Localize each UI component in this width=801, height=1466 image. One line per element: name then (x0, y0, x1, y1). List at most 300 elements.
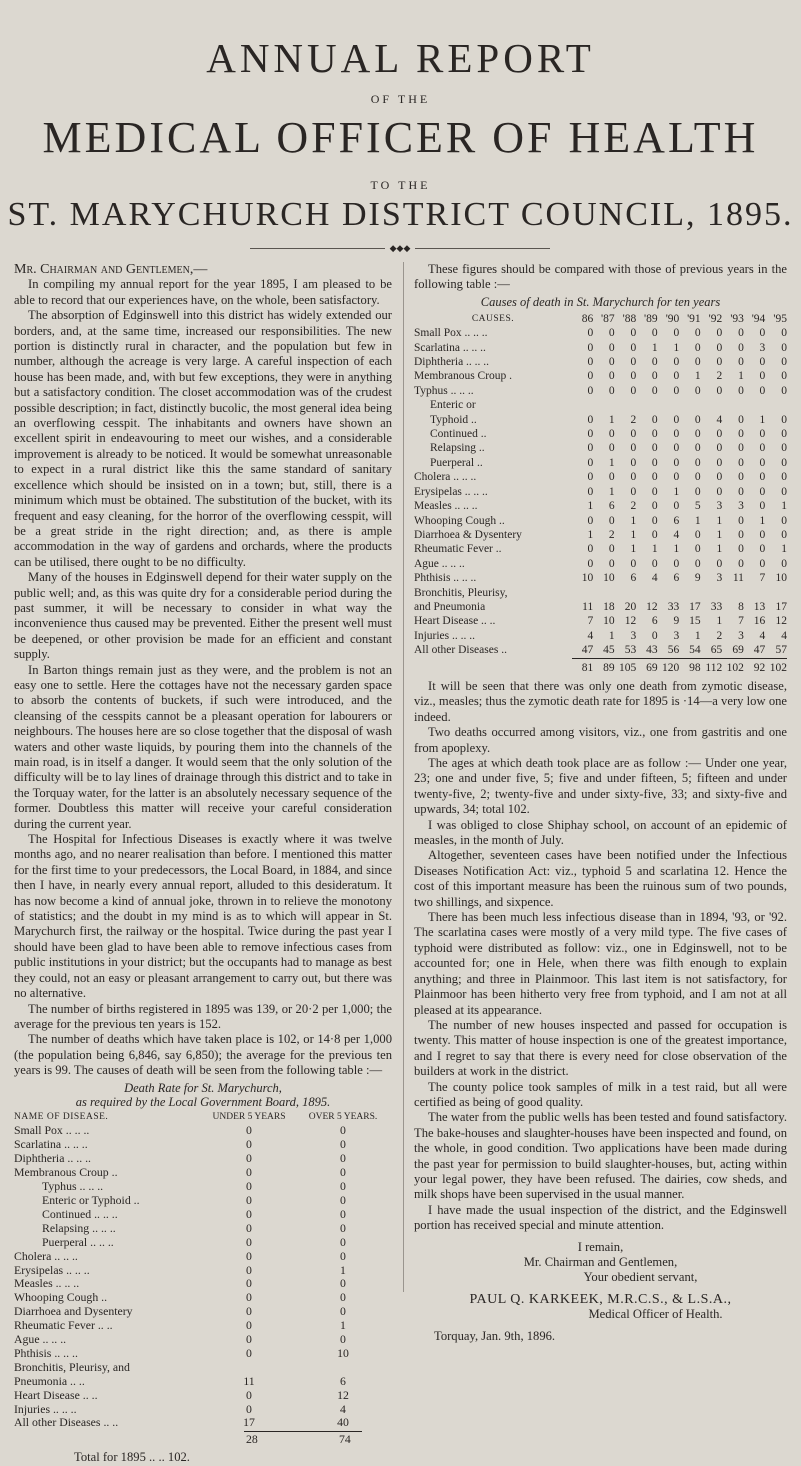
year-value: 11 (732, 572, 744, 585)
year-value: 0 (587, 471, 594, 484)
totals-spacer (414, 658, 572, 675)
year-value: 0 (587, 543, 594, 556)
disease-name: All other Diseases .. .. (14, 1415, 119, 1430)
table-row (14, 1208, 392, 1222)
year-value: 0 (651, 384, 658, 397)
year-value: 4 (759, 629, 766, 642)
year-value (679, 398, 700, 412)
year-total: 112 (701, 658, 723, 675)
disease-name: Bronchitis, Pleurisy, and (14, 1359, 130, 1374)
year-value: 2 (630, 413, 637, 426)
table-row (14, 1264, 392, 1278)
year-value: 0 (587, 557, 594, 570)
year-value: 0 (759, 428, 766, 441)
year-value (593, 586, 614, 600)
year-value: 0 (694, 384, 701, 397)
year-value: 2 (716, 629, 723, 642)
table-row (414, 514, 787, 528)
year-value: 0 (759, 370, 766, 383)
year-value: 0 (716, 557, 723, 570)
year-value: 69 (732, 644, 744, 657)
paragraph: These figures should be compared with those of previous years in the following table :— (414, 262, 787, 292)
year-value: 0 (781, 370, 787, 383)
year: '90 (665, 312, 680, 325)
year-value: 7 (738, 615, 744, 628)
year-value: 18 (603, 600, 615, 613)
year-value: 0 (608, 428, 615, 441)
year-value (593, 398, 614, 412)
year: '88 (622, 312, 637, 325)
year-value: 0 (738, 428, 744, 441)
year: '93 (730, 312, 744, 325)
year-value: 1 (651, 341, 658, 354)
year-value: 0 (716, 327, 723, 340)
paragraph: In Barton things remain just as they were, and the problem is not an easy one to settle. Here the cottages have not the necessary garden space to absorb the contents of buckets, if such were introduced, and the cleansing of the cesspits cannot be a pleasant operation for labourers or neighbours. The houses here are so close together that the disposal of wash waters and other waste liquids, by pouring them into the channels of the main road, is in itself a danger. It would seem that the only solution of the difficulty will be to lay lines of drainage through this district and to take in the Torquay water, for the latter is an absolutely necessary sequence of the former. Doubtless this matter will receive your careful consideration during the current year. (14, 662, 392, 831)
paragraph: There has been much less infectious disease than in 1894, '93, or '92. The scarlatina cases were mostly of a very mild type. The five cases of typhoid were distributed as follow: viz., one in Edginswell, not to be accounted for; one in Hele, when there was filth enough to explain anything; and three in Plainmoor. This last item is not satisfactory, for Plainmoor has been hitherto very free from typhoid, and I am not at all pleased at its appearance. (414, 910, 787, 1017)
table-row (414, 384, 787, 398)
year-value (658, 586, 680, 600)
table-row (414, 643, 787, 658)
year-value: 57 (775, 644, 787, 657)
table-row (414, 600, 787, 614)
year-value (765, 586, 787, 600)
year-value: 0 (587, 413, 594, 426)
year-value: 1 (759, 413, 766, 426)
table-row (14, 1333, 392, 1347)
year-value (679, 586, 700, 600)
year-value: 0 (587, 384, 594, 397)
over-value: 0 (340, 1192, 346, 1207)
year-value: 0 (781, 356, 787, 369)
cause-name: Injuries .. .. .. (414, 629, 476, 642)
paragraph: The county police took samples of milk in a test raid, but all were certified as being of good quality. (414, 1079, 787, 1109)
col-name-header: NAME OF DISEASE. (14, 1111, 109, 1122)
year-value: 0 (716, 356, 723, 369)
cause-name: Membranous Croup . (414, 370, 513, 383)
year-value: 0 (738, 456, 744, 469)
year-value: 10 (581, 572, 594, 585)
year-value: 54 (689, 644, 701, 657)
under-value: 0 (246, 1248, 252, 1263)
year-value: 1 (673, 543, 680, 556)
year-value: 0 (608, 384, 615, 397)
disease-name: Relapsing .. .. .. (42, 1220, 116, 1235)
year-value: 0 (673, 428, 680, 441)
year-value: 3 (738, 500, 744, 513)
cause-name: Diarrhoea & Dysentery (414, 528, 522, 541)
year-value: 0 (781, 514, 787, 527)
cause-name: Scarlatina .. .. .. (414, 341, 486, 354)
year-value: 2 (716, 370, 723, 383)
year-value: 0 (608, 557, 615, 570)
cause-name: Diphtheria .. .. .. (414, 356, 490, 369)
cause-name: Puerperal .. (430, 456, 483, 469)
year-value: 0 (694, 341, 701, 354)
cause-name: Continued .. (430, 428, 487, 441)
over-value: 0 (340, 1165, 346, 1180)
year-value: 0 (630, 428, 637, 441)
col-over-header: OVER 5 YEARS. (308, 1111, 378, 1122)
year-value: 0 (651, 356, 658, 369)
table-head-row (14, 1111, 392, 1125)
year-value: 1 (608, 413, 615, 426)
year-value (615, 398, 637, 412)
year-value: 0 (694, 528, 701, 541)
year-value: 1 (781, 543, 787, 556)
year-value: 0 (738, 442, 744, 455)
table-row (414, 470, 787, 484)
under-value: 0 (246, 1165, 252, 1180)
year-value: 0 (651, 528, 658, 541)
year-value: 1 (716, 543, 723, 556)
year-value: 10 (603, 572, 615, 585)
year-value: 0 (651, 456, 658, 469)
table-row (414, 326, 787, 340)
table-row (414, 427, 787, 441)
disease-name: Measles .. .. .. (14, 1276, 80, 1291)
year-value: 7 (587, 615, 594, 628)
year: '89 (644, 312, 658, 325)
year-value: 56 (667, 644, 680, 657)
cause-name: Bronchitis, Pleurisy, (414, 586, 508, 599)
district-title: ST. MARYCHURCH DISTRICT COUNCIL, 1895. (7, 196, 794, 233)
of-the-line: OF THE (370, 92, 431, 106)
year-value (572, 398, 593, 412)
over-value: 4 (340, 1401, 346, 1416)
table-row (414, 542, 787, 556)
year-value: 1 (608, 456, 615, 469)
under-value: 0 (246, 1290, 252, 1305)
table-row (414, 398, 787, 412)
year-value: 0 (781, 384, 787, 397)
year-value: 0 (716, 384, 723, 397)
year-value: 0 (651, 370, 658, 383)
table-row (14, 1194, 392, 1208)
paragraph: The number of deaths which have taken place is 102, or 14·8 per 1,000 (the population being 6,846, say 6,850); the average for the previous ten years is 99. The causes of death will be seen from the following table :— (14, 1032, 392, 1078)
disease-name: Small Pox .. .. .. (14, 1123, 90, 1138)
year-value: 0 (759, 356, 766, 369)
cause-name: Enteric or (430, 399, 476, 412)
year-value: 1 (738, 370, 744, 383)
year-value: 2 (630, 500, 637, 513)
table-row (414, 341, 787, 355)
year-value: 0 (587, 514, 594, 527)
year-total: 98 (679, 658, 700, 675)
disease-name: Cholera .. .. .. (14, 1248, 78, 1263)
paragraph: It will be seen that there was only one death from zymotic disease, viz., measles; thus the zymotic death rate for 1895 is ·14—a very low one indeed. (414, 678, 787, 724)
cause-name: and Pneumonia (414, 600, 486, 613)
table-row (414, 629, 787, 643)
year-value: 0 (608, 514, 615, 527)
year-value: 0 (630, 557, 637, 570)
year-total: 92 (744, 658, 765, 675)
year: '91 (687, 312, 701, 325)
table-row (414, 369, 787, 383)
year-value: 13 (753, 600, 766, 613)
signer-role: Medical Officer of Health. (588, 1307, 723, 1322)
year-total: 102 (722, 658, 744, 675)
cause-name: Small Pox .. .. .. (414, 327, 488, 340)
date-place: Torquay, Jan. 9th, 1896. (434, 1328, 556, 1343)
under-value: 0 (246, 1179, 252, 1194)
year-value: 1 (587, 500, 594, 513)
table-row (414, 571, 787, 585)
year-value (701, 398, 723, 412)
table-row (414, 456, 787, 470)
year-value: 4 (716, 413, 723, 426)
year-value: 0 (738, 471, 744, 484)
year-value: 0 (759, 442, 766, 455)
closing-servant: Your obedient servant, (583, 1270, 698, 1285)
over-value: 40 (337, 1415, 349, 1430)
salutation: Mr. Chairman and Gentlemen,— (14, 262, 208, 277)
totals-row (414, 658, 787, 675)
paragraph: The absorption of Edginswell into this district has widely extended our borders, and, at the same time, increased our responsibilities. The new portion is distinctly rural in character, and the population but few in number, although the acreage is very large. A careful inspection of each house has been made, and, with but few exceptions, they were in anything but a satisfactory condition. The closet accommodation was of the crudest possible description; in fact, distinctly bucolic, the most general idea being an overflowing cesspit. The inhabitants and owners have shown an excellent spirit in endeavouring to meet our wishes, and a considerable improvement is already to be noticed. It would be somewhat unreasonable to expect in a rural district like this the same standard of sanitary excellence which should be insisted on in a town; but, still, there is a minimum which must be obtained. The substitution of the bucket, with its frequent and easy cleaning, for the horror of the overflowing cesspit, will be a great stride in the right direction; and, as there is ample accommodation in the way of gardens and orchards, where the products can be utilised, there ought to be no difficulty. (14, 308, 392, 569)
cause-name: Typhoid .. (430, 413, 477, 426)
year-value: 0 (673, 384, 680, 397)
under-value: 0 (246, 1234, 252, 1249)
cause-name: Relapsing .. (430, 442, 485, 455)
over-value: 0 (340, 1304, 346, 1319)
table-row (14, 1138, 392, 1152)
year-value: 0 (608, 471, 615, 484)
disease-name: Heart Disease .. .. (14, 1387, 98, 1402)
year-total: 89 (593, 658, 614, 675)
year-value: 0 (651, 629, 658, 642)
year-value: 0 (781, 528, 787, 541)
year-value: 0 (630, 456, 637, 469)
disease-name: Diphtheria .. .. .. (14, 1151, 91, 1166)
year-value: 6 (673, 572, 680, 585)
disease-name: Membranous Croup .. (14, 1165, 118, 1180)
signer-name: PAUL Q. KARKEEK, M.R.C.S., & L.S.A., (469, 1291, 732, 1307)
year-total: 69 (636, 658, 657, 675)
year-value: 12 (646, 600, 658, 613)
table-row (414, 586, 787, 600)
year-value: 0 (694, 327, 701, 340)
year-value: 0 (759, 528, 766, 541)
year-total: 105 (615, 658, 637, 675)
year-value: 0 (694, 485, 701, 498)
year-value: 6 (673, 514, 680, 527)
year-value: 0 (716, 341, 723, 354)
year-value: 0 (608, 442, 615, 455)
year-value: 0 (781, 485, 787, 498)
year-value: 0 (651, 442, 658, 455)
year-value: 0 (673, 471, 680, 484)
table-row (14, 1389, 392, 1403)
year-value: 0 (651, 428, 658, 441)
table-row (414, 528, 787, 542)
year-value: 17 (689, 600, 701, 613)
closing-remain: I remain, (577, 1239, 624, 1254)
year-value: 0 (738, 356, 744, 369)
year-value (744, 398, 765, 412)
table-row (14, 1375, 392, 1389)
year-value: 0 (673, 370, 680, 383)
year-value: 12 (775, 615, 787, 628)
year-value: 0 (694, 456, 701, 469)
year-value: 0 (781, 413, 787, 426)
year-value: 0 (716, 471, 723, 484)
table-head-row (414, 312, 787, 326)
year-value: 0 (738, 327, 744, 340)
year-value: 0 (651, 485, 658, 498)
year-value: 0 (759, 471, 766, 484)
year-value: 0 (630, 442, 637, 455)
over-value: 0 (340, 1206, 346, 1221)
year-value (636, 586, 657, 600)
year-value: 0 (587, 341, 594, 354)
table-row (414, 557, 787, 571)
disease-name: Diarrhoea and Dysentery (14, 1304, 133, 1319)
ornament-icon: ◆◆◆ (385, 243, 415, 253)
year-value: 15 (689, 615, 701, 628)
over-value: 0 (340, 1151, 346, 1166)
year-value: 6 (608, 500, 615, 513)
year-value: 0 (630, 327, 637, 340)
year-value: 1 (587, 528, 594, 541)
year-value: 33 (667, 600, 680, 613)
year-value: 10 (775, 572, 787, 585)
under-value: 0 (246, 1276, 252, 1291)
under-value: 0 (246, 1262, 252, 1277)
year-value: 0 (738, 528, 744, 541)
table-row (14, 1319, 392, 1333)
year-value: 0 (694, 557, 701, 570)
under-value: 11 (243, 1373, 255, 1388)
disease-name: Rheumatic Fever .. .. (14, 1318, 113, 1333)
year-value: 3 (716, 500, 723, 513)
year-value: 0 (587, 456, 594, 469)
year-value: 3 (759, 341, 766, 354)
table-row (14, 1152, 392, 1166)
disease-name: Continued .. .. .. (42, 1206, 118, 1221)
year-value: 0 (759, 384, 766, 397)
grand-total: Total for 1895 .. .. 102. (74, 1450, 190, 1465)
over-value: 0 (340, 1179, 346, 1194)
over-value: 0 (340, 1220, 346, 1235)
year-value: 47 (753, 644, 766, 657)
year-value (722, 586, 744, 600)
year-value: 0 (587, 327, 594, 340)
year-value: 11 (582, 600, 594, 613)
year-value: 0 (738, 413, 744, 426)
year-value (572, 586, 593, 600)
over-value: 0 (340, 1248, 346, 1263)
table-row (14, 1222, 392, 1236)
year-value: 65 (710, 644, 723, 657)
year-value: 0 (608, 370, 615, 383)
cause-name: Typhus .. .. .. (414, 384, 474, 397)
year-value: 0 (673, 327, 680, 340)
under-value: 0 (246, 1137, 252, 1152)
table-row (414, 614, 787, 628)
year-value: 53 (624, 644, 637, 657)
table-totals (244, 1431, 362, 1448)
over-value: 12 (337, 1387, 349, 1402)
paragraph: I have made the usual inspection of the district, and the Edginswell portion has received special and minute attention. (414, 1202, 787, 1233)
year-value: 0 (630, 485, 637, 498)
paragraph: The water from the public wells has been tested and found satisfactory. The bake-houses and slaughter-houses have been inspected and found, on the whole, in good condition. Two applications have been made during the past year for permission to build slaughter-houses, but, acting within your legal power, they have been refused. The dairies, cow sheds, and milk shops have been supervised in the usual manner. (414, 1110, 787, 1202)
paragraph: I was obliged to close Shiphay school, on account of an epidemic of measles, in the month of July. (414, 817, 787, 848)
report-title: ANNUAL REPORT (206, 35, 595, 81)
year-value: 45 (603, 644, 615, 657)
year-value: 1 (694, 629, 701, 642)
year-value: 0 (608, 543, 615, 556)
year: 86 (581, 312, 594, 325)
year-value (744, 586, 765, 600)
year-value: 0 (781, 327, 787, 340)
year-total: 81 (572, 658, 593, 675)
to-the-line: TO THE (370, 178, 431, 192)
year-value: 3 (716, 572, 723, 585)
year-value (636, 398, 657, 412)
year-value: 1 (608, 485, 615, 498)
under-value: 0 (246, 1401, 252, 1416)
column-divider (403, 262, 404, 1292)
year-value: 0 (716, 428, 723, 441)
table-row (14, 1277, 392, 1291)
year-value: 1 (781, 500, 787, 513)
year-value: 9 (673, 615, 680, 628)
year-value: 0 (694, 442, 701, 455)
year-value: 1 (694, 514, 701, 527)
cause-name: Whooping Cough .. (414, 514, 505, 527)
year-value: 0 (630, 370, 637, 383)
year-value: 0 (738, 384, 744, 397)
year-value: 3 (673, 629, 680, 642)
year-value: 0 (716, 442, 723, 455)
year-value: 0 (587, 356, 594, 369)
year-value: 3 (630, 629, 637, 642)
year-value: 4 (587, 629, 594, 642)
year-value: 0 (781, 557, 787, 570)
year-value: 0 (651, 557, 658, 570)
over-value: 0 (340, 1234, 346, 1249)
year: '94 (751, 312, 766, 325)
year-value: 0 (651, 514, 658, 527)
report-subtitle: MEDICAL OFFICER OF HEALTH (42, 113, 759, 162)
year-value: 4 (673, 528, 680, 541)
paragraph: Many of the houses in Edginswell depend for their water supply on the public well; and, as this was quite dry for a considerable period during the past summer, it will be necessary to consider in what way the inconvenience thus caused may be prevented. Either the present well must be deepened, or other provision be made for an efficient and constant supply. (14, 570, 392, 662)
year-value: 0 (759, 500, 766, 513)
year-value: 0 (759, 485, 766, 498)
table-row (14, 1361, 392, 1375)
table-row (414, 355, 787, 369)
under-value: 17 (243, 1415, 255, 1430)
year-value: 8 (738, 600, 744, 613)
table-row (414, 441, 787, 455)
year-value: 2 (608, 528, 615, 541)
table-caption: Death Rate for St. Marychurch, (124, 1080, 282, 1095)
year-value (615, 586, 637, 600)
year-value: 9 (694, 572, 701, 585)
year-value: 1 (716, 514, 723, 527)
under-value: 0 (246, 1345, 252, 1360)
year-value: 33 (710, 600, 723, 613)
over-value: 10 (337, 1345, 349, 1360)
year-value: 0 (781, 341, 787, 354)
paragraph: The ages at which death took place are as follow :— Under one year, 23; one and under five, 5; five and under fifteen, 5; fifteen and under twenty-five, 2; twenty-five and under sixty-five, 33; and sixty-five and upwards, 34; total 102. (414, 756, 787, 817)
year-value (765, 398, 787, 412)
year-value (701, 586, 723, 600)
year-value: 0 (759, 456, 766, 469)
year-value: 0 (608, 327, 615, 340)
causes-header: CAUSES. (471, 313, 515, 324)
over-value (294, 1361, 392, 1375)
disease-name: Scarlatina .. .. .. (14, 1137, 88, 1152)
